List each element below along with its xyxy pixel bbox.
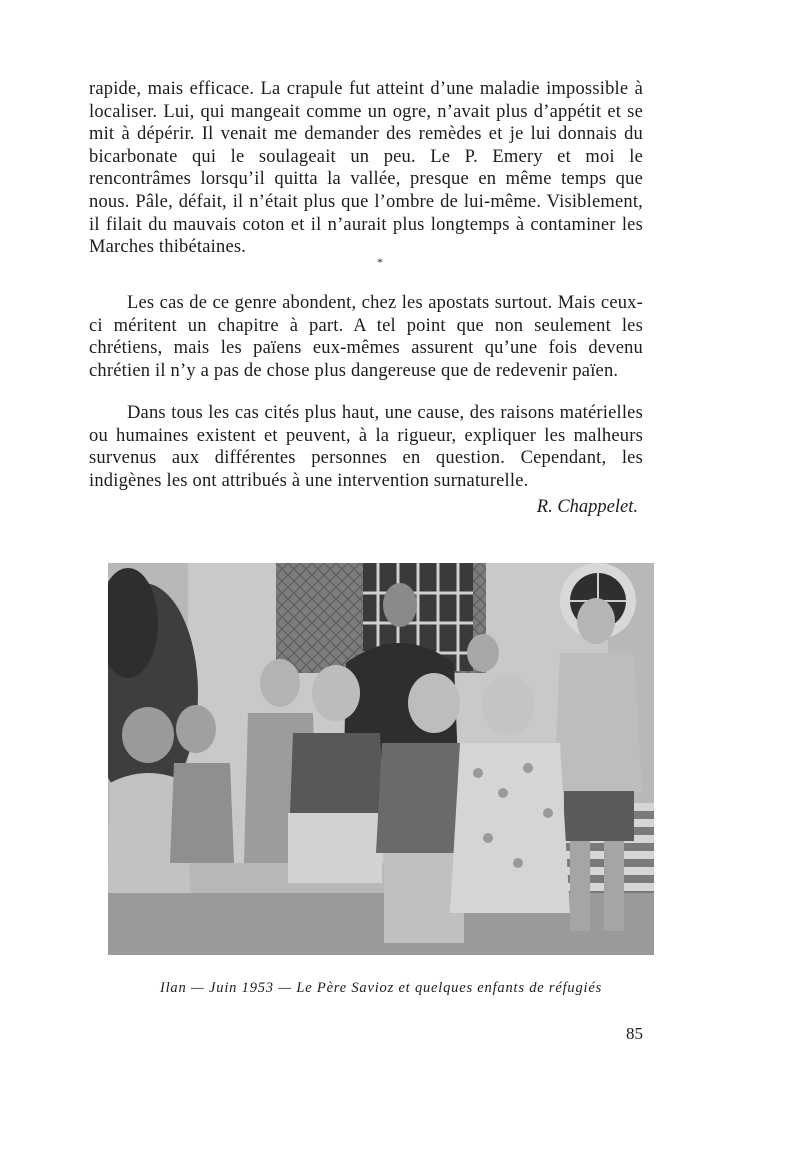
photograph [108, 563, 654, 955]
paragraph-text: rapide, mais efficace. La crapule fut atteint d’une maladie impossible à localiser. Lui, qui mangeait comme un ogre, n’avait plus d’appétit et se mit à dépérir. Il venait me demander des remèdes et je lui donnais du bicarbonate qui le soulageait un peu. Le P. Emery et moi le rencontrâmes lorsqu’il quitta la vallée, presque en même temps que nous. Pâle, défait, il n’était plus que l’ombre de lui-même. Visiblement, il filait du mauvais coton et il n’aurait plus longtemps à contaminer les Marches thibétaines. [89, 79, 643, 258]
paragraph-conclusion [89, 402, 643, 492]
paragraph-continuation [89, 78, 643, 259]
paragraph-apostats [89, 292, 643, 382]
photo-illustration [108, 563, 654, 955]
paragraph-text: Dans tous les cas cités plus haut, une cause, des raisons matérielles ou humaines existent et peuvent, à la rigueur, expliquer les malheurs survenus aux différentes personnes en question. Cependant, les indigènes les ont attribués à une intervention surnaturelle. [89, 403, 643, 491]
photo-caption: Ilan — Juin 1953 — Le Père Savioz et quelques enfants de réfugiés [159, 980, 603, 996]
paragraph-text: Les cas de ce genre abondent, chez les apostats surtout. Mais ceux-ci méritent un chapitre à part. A tel point que non seulement les chrétiens, mais les païens eux-mêmes assurent qu’une fois devenu chrétien il n’y a pas de chose plus dangereuse que de redevenir païen. [89, 293, 643, 381]
author-signature: R. Chappelet. [536, 497, 638, 517]
section-separator: * [377, 255, 383, 269]
page-number: 85 [626, 1024, 643, 1043]
